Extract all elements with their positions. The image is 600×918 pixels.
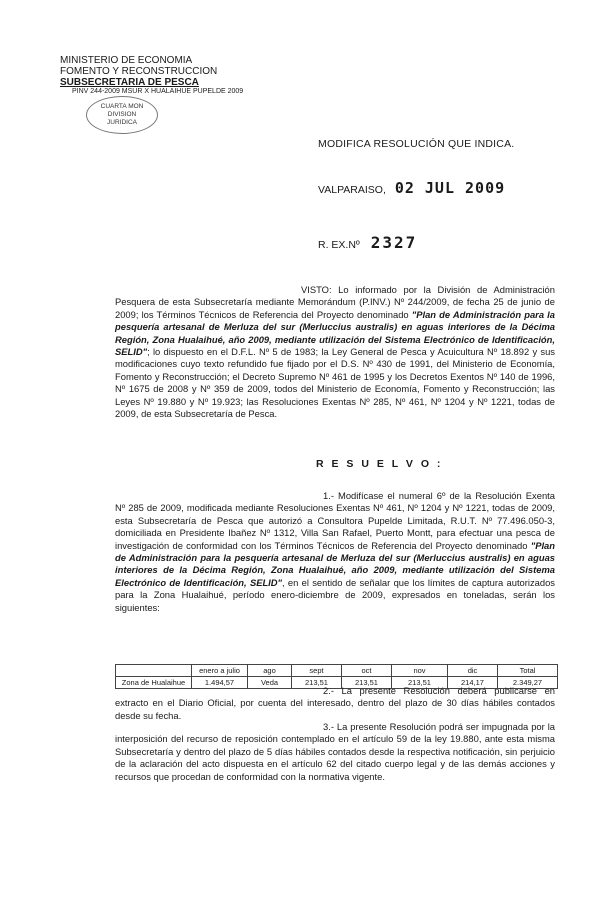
zone-cell: Zona de Hualaihue — [116, 677, 192, 689]
resuelvo-heading: R E S U E L V O : — [316, 458, 443, 470]
header-cell: sept — [292, 665, 342, 677]
header-cell: dic — [448, 665, 498, 677]
header-cell — [116, 665, 192, 677]
file-reference: PINV 244-2009 MSUR X HUALAIHUE PUPELDE 2009 — [72, 88, 244, 95]
total-cell: 2.349,27 — [498, 677, 558, 689]
visto-lead: VISTO: Lo informado por la División de Administración Pesquera de esta Subsecretaría mediante Memorándum (P.INV.) Nº 244/2009, de fecha 25 de junio de 2009; los Términos Técnicos de Referencia del Proyecto denominado — [115, 284, 555, 320]
visto-project-name: "Plan de Administración para la pesquería artesanal de Merluza del sur (Merluccius australis) en aguas interiores de la Décima Región, Zona Hualaihué, año 2009, mediante utilización del Sistema Electrónico de Identificación, SELID" — [115, 308, 555, 358]
resolution-number: 2327 — [370, 233, 418, 252]
header-cell: Total — [498, 665, 558, 677]
date-city: VALPARAISO, — [318, 184, 386, 196]
point1-rest: , en el sentido de señalar que los límites de captura autorizados para la Zona Hualaihué, período enero-diciembre de 2009, expresados en toneladas, serán los siguientes: — [115, 576, 555, 613]
division-stamp — [86, 96, 158, 134]
issuing-authority-header — [60, 55, 243, 96]
header-cell: enero a julio — [192, 665, 248, 677]
resolution-label: R. EX.Nº — [318, 239, 360, 251]
ministry-name: MINISTERIO DE ECONOMIA — [60, 55, 193, 66]
visto-rest: ; lo dispuesto en el D.F.L. Nº 5 de 1983; la Ley General de Pesca y Acuicultura Nº 18.892 y sus modificaciones cuyo texto refundido fue fijado por el D.S. Nº 430 de 1991, del Ministerio de Economía, Fomento y Reconstrucción; el Decreto Supremo Nº 461 de 1995 y los Decretos Exentos Nº 140 de 1996, Nº 1675 de 2008 y Nº 359 de 2009, todos del Ministerio de Economía, Fomento y Reconstrucción; las Leyes Nº 19.880 y Nº 19.923; las Resoluciones Exentas Nº 285, Nº 461, Nº 1204 y Nº 1221, todas de 2009, de esta Subsecretaría de Pesca. — [115, 346, 555, 420]
value-cell: Veda — [248, 677, 292, 689]
date-line — [318, 179, 505, 197]
visto-paragraph — [115, 284, 555, 420]
stamp-line-1: CUARTA MON — [100, 103, 144, 110]
catch-table-header-row — [116, 665, 558, 677]
resolution-point-1 — [115, 490, 555, 614]
value-cell: 213,51 — [292, 677, 342, 689]
resolution-number-line — [318, 233, 417, 252]
header-cell: nov — [392, 665, 448, 677]
value-cell: 214,17 — [448, 677, 498, 689]
stamp-line-2: DIVISION — [107, 111, 137, 118]
resolution-point-3: 3.- La presente Resolución podrá ser impugnada por la interposición del recurso de reposición contemplado en el artículo 59 de la ley 19.880, ante esta misma Subsecretaría y dentro del plazo de 5 días hábiles contados desde la respectiva notificación, sin perjuicio de la aclaración del acto dispuesta en el artículo 62 del citado cuerpo legal y de las demás acciones y recursos que procedan de conformidad con la normativa vigente. — [115, 721, 555, 782]
date-stamp: 02 JUL 2009 — [394, 179, 506, 197]
value-cell: 1.494,57 — [192, 677, 248, 689]
value-cell: 213,51 — [342, 677, 392, 689]
ministry-subname: FOMENTO Y RECONSTRUCCION — [60, 66, 218, 77]
subsecretariat-name: SUBSECRETARIA DE PESCA — [60, 77, 199, 88]
point1-project-name: "Plan de Administración para la pesquería artesanal de Merluza del sur (Merluccius australis) en aguas interiores de la Décima Región, Zona Hualaihué, año 2009, mediante utilización del Sistema Electrónico de Identificación, SELID" — [115, 539, 555, 588]
resolution-subject: MODIFICA RESOLUCIÓN QUE INDICA. — [318, 138, 515, 150]
value-cell: 213,51 — [392, 677, 448, 689]
stamp-line-3: JURIDICA — [107, 119, 137, 126]
point1-lead: 1.- Modifícase el numeral 6º de la Resolución Exenta Nº 285 de 2009, modificada mediante Resoluciones Exentas Nº 461, Nº 1204 y Nº 1221, todas de 2009, esta Subsecretaría de Pesca que autorizó a Consultora Pupelde Limitada, R.U.T. Nº 77.496.050-3, domiciliada en Presidente Ibañez Nº 1312, Villa San Rafael, Puerto Montt, para efectuar una pesca de investigación de conformidad con los Términos Técnicos de Referencia del Proyecto denominado — [115, 490, 555, 551]
resolution-point-2: 2.- La presente Resolución deberá publicarse en extracto en el Diario Oficial, por cuenta del interesado, dentro del plazo de 30 días hábiles contados desde su fecha. — [115, 685, 555, 721]
header-cell: oct — [342, 665, 392, 677]
header-cell: ago — [248, 665, 292, 677]
